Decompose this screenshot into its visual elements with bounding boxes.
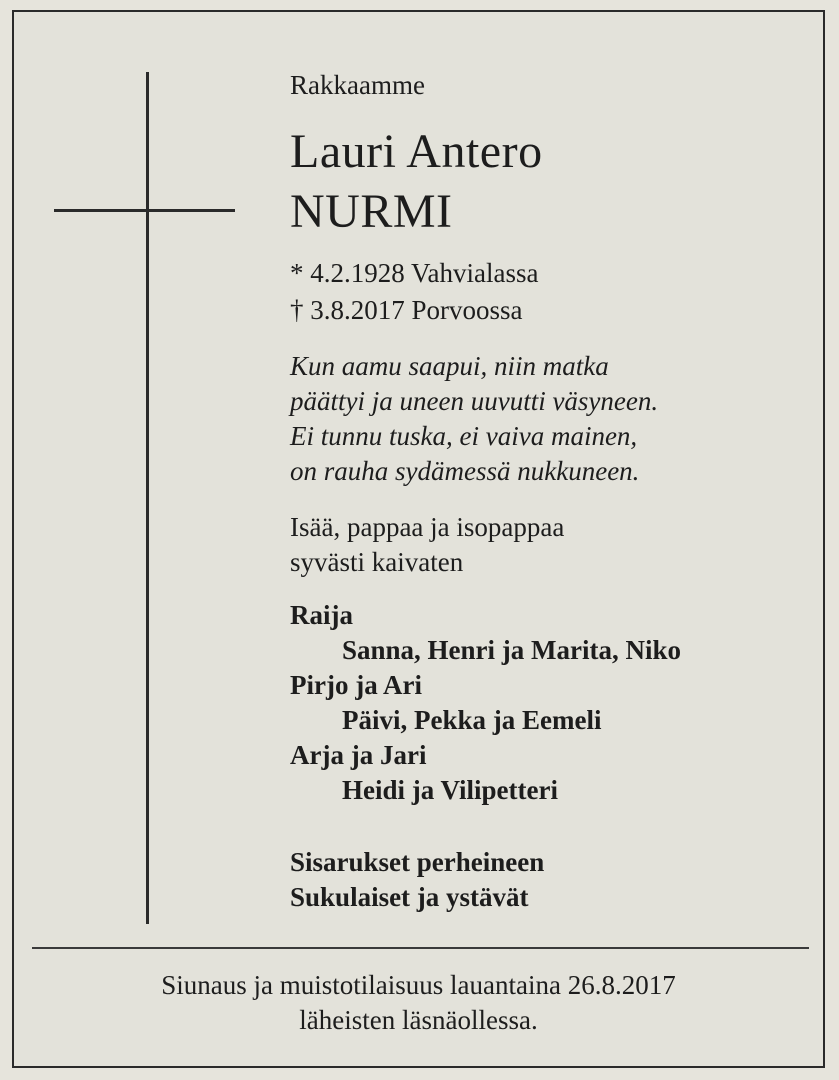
cross-bar [54, 209, 235, 212]
mourner-children: Heidi ja Vilipetteri [342, 775, 558, 805]
funeral-info: läheisten läsnäollessa. [299, 1005, 538, 1035]
deceased-first-names: Lauri Antero [290, 125, 543, 178]
poem-line: Ei tunnu tuska, ei vaiva mainen, [290, 421, 638, 451]
death-notice [12, 10, 825, 1068]
mourner-children: Sanna, Henri ja Marita, Niko [342, 635, 682, 665]
funeral-info: Siunaus ja muistotilaisuus lauantaina 26.8.2017 [161, 970, 676, 1000]
mourner-name: Pirjo ja Ari [290, 670, 422, 700]
mourner-name: Raija [290, 600, 353, 630]
mourner-children: Päivi, Pekka ja Eemeli [342, 705, 602, 735]
cross-icon [146, 72, 149, 924]
mourner-name: Arja ja Jari [290, 740, 427, 770]
missing-line: syvästi kaivaten [290, 547, 464, 577]
divider [32, 947, 809, 949]
deceased-surname: NURMI [290, 185, 453, 238]
poem-line: on rauha sydämessä nukkuneen. [290, 456, 640, 486]
birth-line: * 4.2.1928 Vahvialassa [290, 258, 539, 288]
others-line: Sisarukset perheineen [290, 847, 545, 877]
others-line: Sukulaiset ja ystävät [290, 882, 529, 912]
missing-line: Isää, pappaa ja isopappaa [290, 512, 565, 542]
intro-text: Rakkaamme [290, 70, 425, 100]
poem-line: päättyi ja uneen uuvutti väsyneen. [290, 386, 659, 416]
poem-line: Kun aamu saapui, niin matka [290, 351, 609, 381]
death-line: † 3.8.2017 Porvoossa [290, 295, 523, 325]
